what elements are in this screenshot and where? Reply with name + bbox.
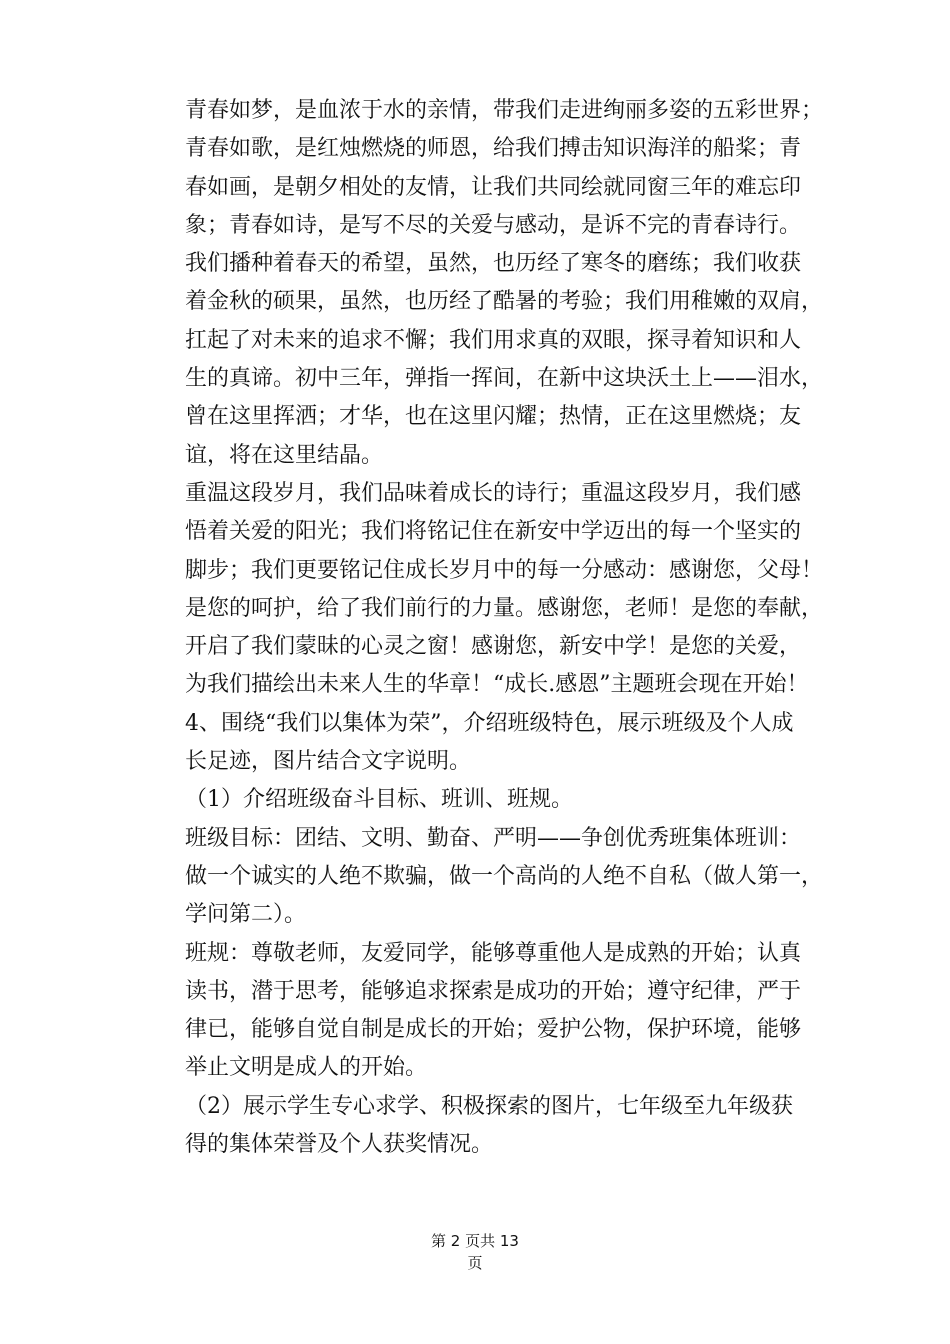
text-line: 扛起了对未来的追求不懈；我们用求真的双眼，探寻着知识和人 [185,327,802,353]
text-line: 做一个诚实的人绝不欺骗，做一个高尚的人绝不自私（做人第一， [185,863,824,889]
text-line: 我们播种着春天的希望，虽然，也历经了寒冬的磨练；我们收获 [185,251,802,277]
text-line: 生的真谛。初中三年，弹指一挥间，在新中这块沃土上——泪水， [185,366,824,392]
text-line: 春如画，是朝夕相处的友情，让我们共同绘就同窗三年的难忘印 [185,174,802,200]
text-line: 为我们描绘出未来人生的华章！“成长.感恩”主题班会现在开始！ [185,672,809,698]
page-footer [0,1230,950,1274]
document-body [185,92,825,1164]
page-number: 第 2 页共 13 [431,1232,519,1250]
text-line: 脚步；我们更要铭记住成长岁月中的每一分感动：感谢您，父母！ [185,557,824,583]
text-line: 是您的呵护，给了我们前行的力量。感谢您，老师！是您的奉献， [185,595,824,621]
text-line: 曾在这里挥洒；才华，也在这里闪耀；热情，正在这里燃烧；友 [185,404,802,430]
text-line: 班级目标：团结、文明、勤奋、严明——争创优秀班集体班训： [185,825,802,851]
text-line: 悟着关爱的阳光；我们将铭记住在新安中学迈出的每一个坚实的 [185,519,802,545]
text-line: 青春如梦，是血浓于水的亲情，带我们走进绚丽多姿的五彩世界； [185,98,824,123]
section-heading: 4、围绕“我们以集体为荣”，介绍班级特色，展示班级及个人成 [185,710,794,736]
text-line: 着金秋的硕果，虽然，也历经了酷暑的考验；我们用稚嫩的双肩， [185,289,824,315]
text-line: 学问第二）。 [185,902,307,928]
sub-heading: （1）介绍班级奋斗目标、班训、班规。 [185,787,573,813]
text-line: 读书，潜于思考，能够追求探索是成功的开始；遵守纪律，严于 [185,978,802,1004]
text-line: 重温这段岁月，我们品味着成长的诗行；重温这段岁月，我们感 [185,480,802,506]
text-line: 谊，将在这里结晶。 [185,442,384,468]
text-line: 开启了我们蒙昧的心灵之窗！感谢您，新安中学！是您的关爱， [185,634,802,660]
text-line: 律已，能够自觉自制是成长的开始；爱护公物，保护环境，能够 [185,1017,802,1043]
text-line: 青春如歌，是红烛燃烧的师恩，给我们搏击知识海洋的船桨；青 [185,136,802,162]
text-line: 象；青春如诗，是写不尽的关爱与感动，是诉不完的青春诗行。 [185,212,802,238]
page-number-suffix: 页 [467,1254,483,1272]
text-line: 举止文明是成人的开始。 [185,1055,428,1081]
text-line: 班规：尊敬老师，友爱同学，能够尊重他人是成熟的开始；认真 [185,940,802,966]
sub-heading: （2）展示学生专心求学、积极探索的图片，七年级至九年级获 [185,1093,793,1119]
text-line: 得的集体荣誉及个人获奖情况。 [185,1132,494,1158]
text-line: 长足迹，图片结合文字说明。 [185,749,472,775]
